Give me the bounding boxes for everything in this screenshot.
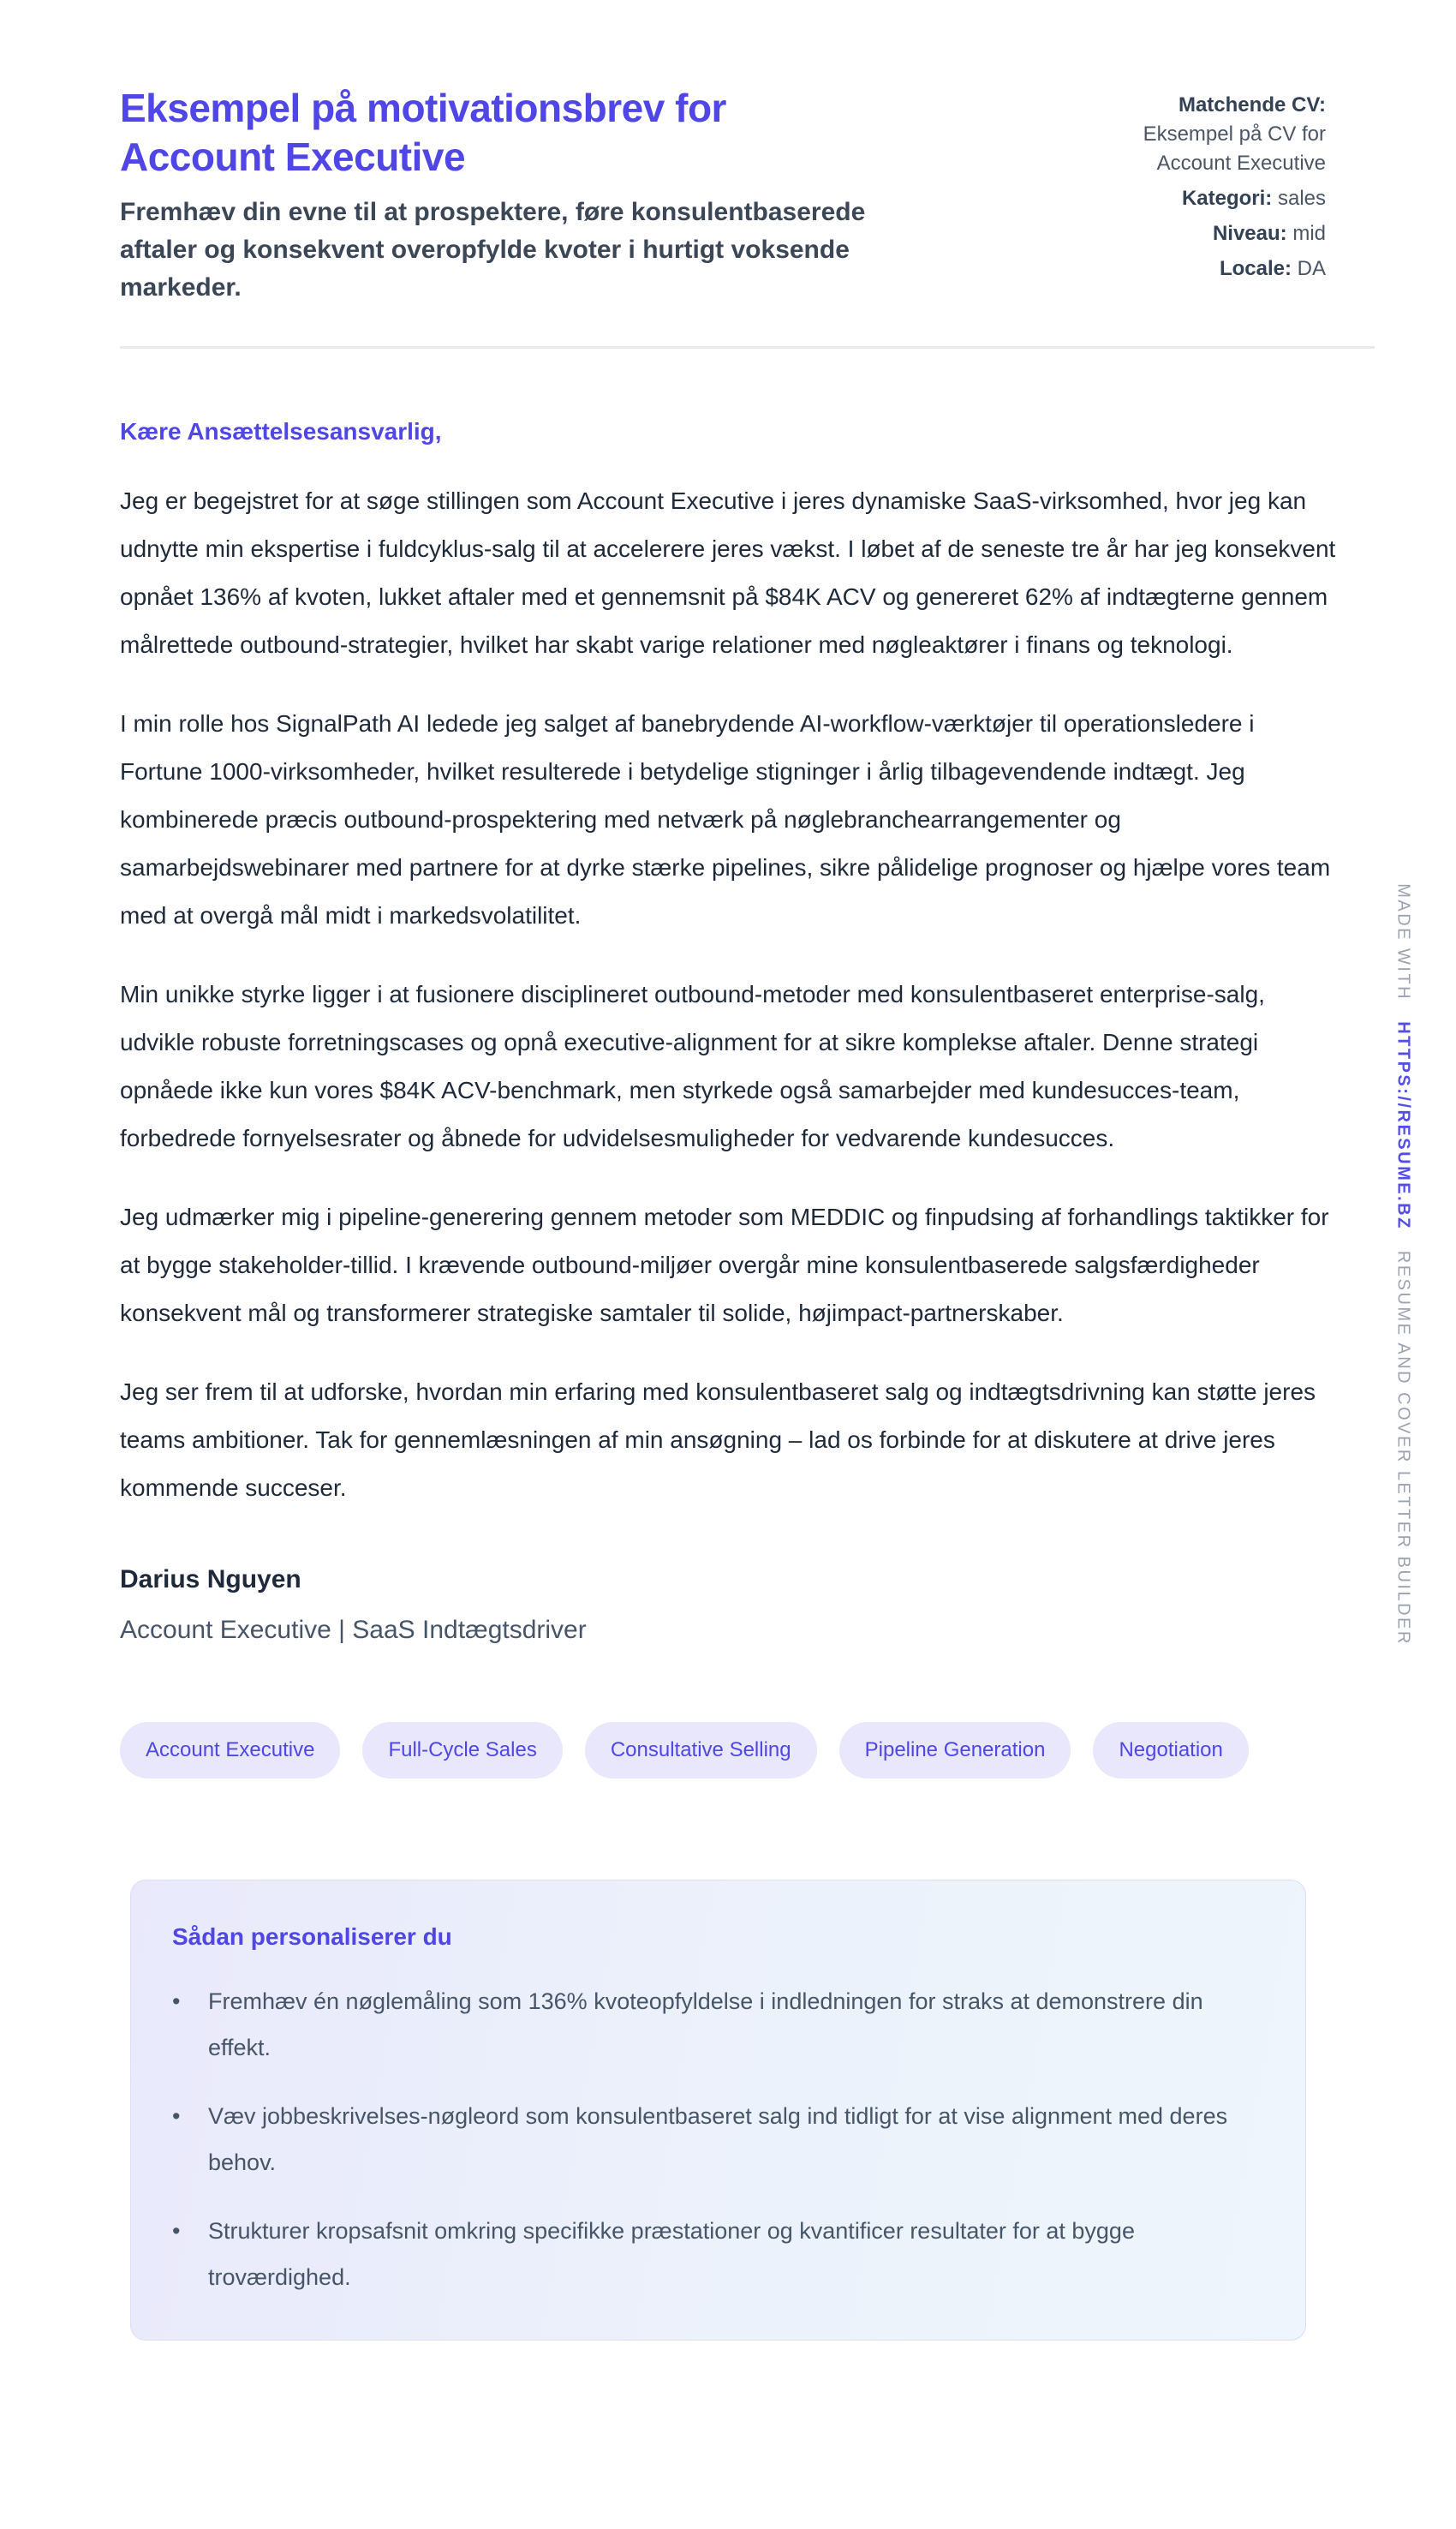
skill-tag[interactable]: Negotiation [1093, 1722, 1248, 1779]
list-item [172, 2093, 1257, 2185]
page-title: Eksempel på motivationsbrev for Account Executive [120, 86, 726, 180]
meta-level [1095, 219, 1326, 248]
bullet-icon: • [172, 2218, 181, 2245]
letter-greeting: Kære Ansættelsesansvarlig, [120, 418, 442, 445]
meta-locale [1095, 254, 1326, 284]
meta-category-label: Kategori: [1181, 187, 1273, 211]
tip-text: Fremhæv én nøglemåling som 136% kvoteopfyldelse i indledningen for straks at demonstrere din effekt. [208, 1988, 1203, 2061]
meta-panel [1095, 84, 1326, 290]
personalization-tips-card [130, 1880, 1306, 2341]
list-item [172, 1978, 1257, 2071]
letter-paragraph: Jeg ser frem til at udforske, hvordan min erfaring med konsulentbaseret salg og indtægtsdrivning kan støtte jeres teams ambitioner. Tak for gennemlæsningen af min ansøgning – lad os forbinde for at diskutere at drive jeres kommende succeser. [120, 1378, 1316, 1501]
page-subtitle: Fremhæv din evne til at prospektere, føre konsulentbaserede aftaler og konsekvent overopfylde kvoter i hurtigt voksende markeder. [120, 198, 866, 302]
letter-body [120, 417, 1375, 1647]
skill-tag[interactable]: Consultative Selling [585, 1722, 817, 1779]
side-branding [1393, 883, 1413, 1646]
tip-text: Væv jobbeskrivelses-nøgleord som konsulentbaseret salg ind tidligt for at vise alignment med deres behov. [208, 2103, 1228, 2176]
tips-list [172, 1978, 1257, 2300]
skill-tag[interactable]: Full-Cycle Sales [362, 1722, 562, 1779]
letter-paragraph: Jeg udmærker mig i pipeline-generering gennem metoder som MEDDIC og finpudsing af forhandlings taktikker for at bygge stakeholder-tillid. I krævende outbound-miljøer overgår mine konsulentbaserede salgsfærdigheder konsekvent mål og transformerer strategiske samtaler til solide, højimpact-partnerskaber. [120, 1203, 1329, 1326]
tips-title: Sådan personaliserer du [172, 1922, 452, 1950]
signature-name: Darius Nguyen [120, 1564, 301, 1593]
signature-role: Account Executive | SaaS Indtægtsdriver [120, 1616, 587, 1645]
bullet-icon: • [172, 2103, 181, 2130]
branding-site-link[interactable]: HTTPS://RESUME.BZ [1393, 1021, 1413, 1230]
meta-matching-cv-value: Eksempel på CV for Account Executive [1143, 123, 1326, 176]
meta-matching-cv-label: Matchende CV: [1178, 93, 1326, 117]
meta-matching-cv [1095, 91, 1326, 178]
tip-text: Strukturer kropsafsnit omkring specifikke præstationer og kvantificer resultater for at bygge troværdighed. [208, 2218, 1135, 2291]
skill-tag[interactable]: Account Executive [120, 1722, 340, 1779]
meta-category-value: sales [1277, 187, 1326, 211]
page-header [120, 84, 1375, 307]
meta-level-label: Niveau: [1212, 222, 1287, 246]
list-item [172, 2208, 1257, 2300]
skill-tag[interactable]: Pipeline Generation [839, 1722, 1071, 1779]
header-divider [120, 346, 1375, 349]
meta-level-value: mid [1292, 222, 1326, 246]
meta-category [1095, 184, 1326, 213]
bullet-icon: • [172, 1988, 181, 2015]
letter-paragraph: I min rolle hos SignalPath AI ledede jeg salget af banebrydende AI-workflow-værktøjer til operationsledere i Fortune 1000-virksomheder, hvilket resulterede i betydelige stigninger i årlig tilbagevendende indtægt. Jeg kombinerede præcis outbound-prospektering med netværk på nøglebranchearrangementer og samarbejdswebinarer med partnere for at dyrke stærke pipelines, sikre pålidelige prognoser og hjælpe vores team med at overgå mål midt i markedsvolatilitet. [120, 709, 1331, 929]
letter-paragraph: Jeg er begejstret for at søge stillingen som Account Executive i jeres dynamiske SaaS-virksomhed, hvor jeg kan udnytte min ekspertise i fuldcyklus-salg til at accelerere jeres vækst. I løbet af de seneste tre år har jeg konsekvent opnået 136% af kvoten, lukket aftaler med et gennemsnit på $84K ACV og genereret 62% af indtægterne gennem målrettede outbound-strategier, hvilket har skabt varige relationer med nøgleaktører i finans og teknologi. [120, 487, 1336, 658]
skill-tags-row [120, 1722, 1375, 1779]
branding-made-with: MADE WITH [1393, 883, 1413, 1001]
header-title-block [120, 84, 899, 307]
meta-locale-value: DA [1297, 257, 1326, 281]
letter-paragraph: Min unikke styrke ligger i at fusionere disciplineret outbound-metoder med konsulentbaseret enterprise-salg, udvikle robuste forretningscases og opnå executive-alignment for at sikre komplekse aftaler. Denne strategi opnåede ikke kun vores $84K ACV-benchmark, men styrkede også samarbejder med kundesucces-team, forbedrede fornyelsesrater og åbnede for udvidelsesmuligheder for vedvarende kundesucces. [120, 980, 1265, 1151]
branding-tagline: RESUME AND COVER LETTER BUILDER [1393, 1250, 1413, 1646]
meta-locale-label: Locale: [1219, 257, 1292, 281]
